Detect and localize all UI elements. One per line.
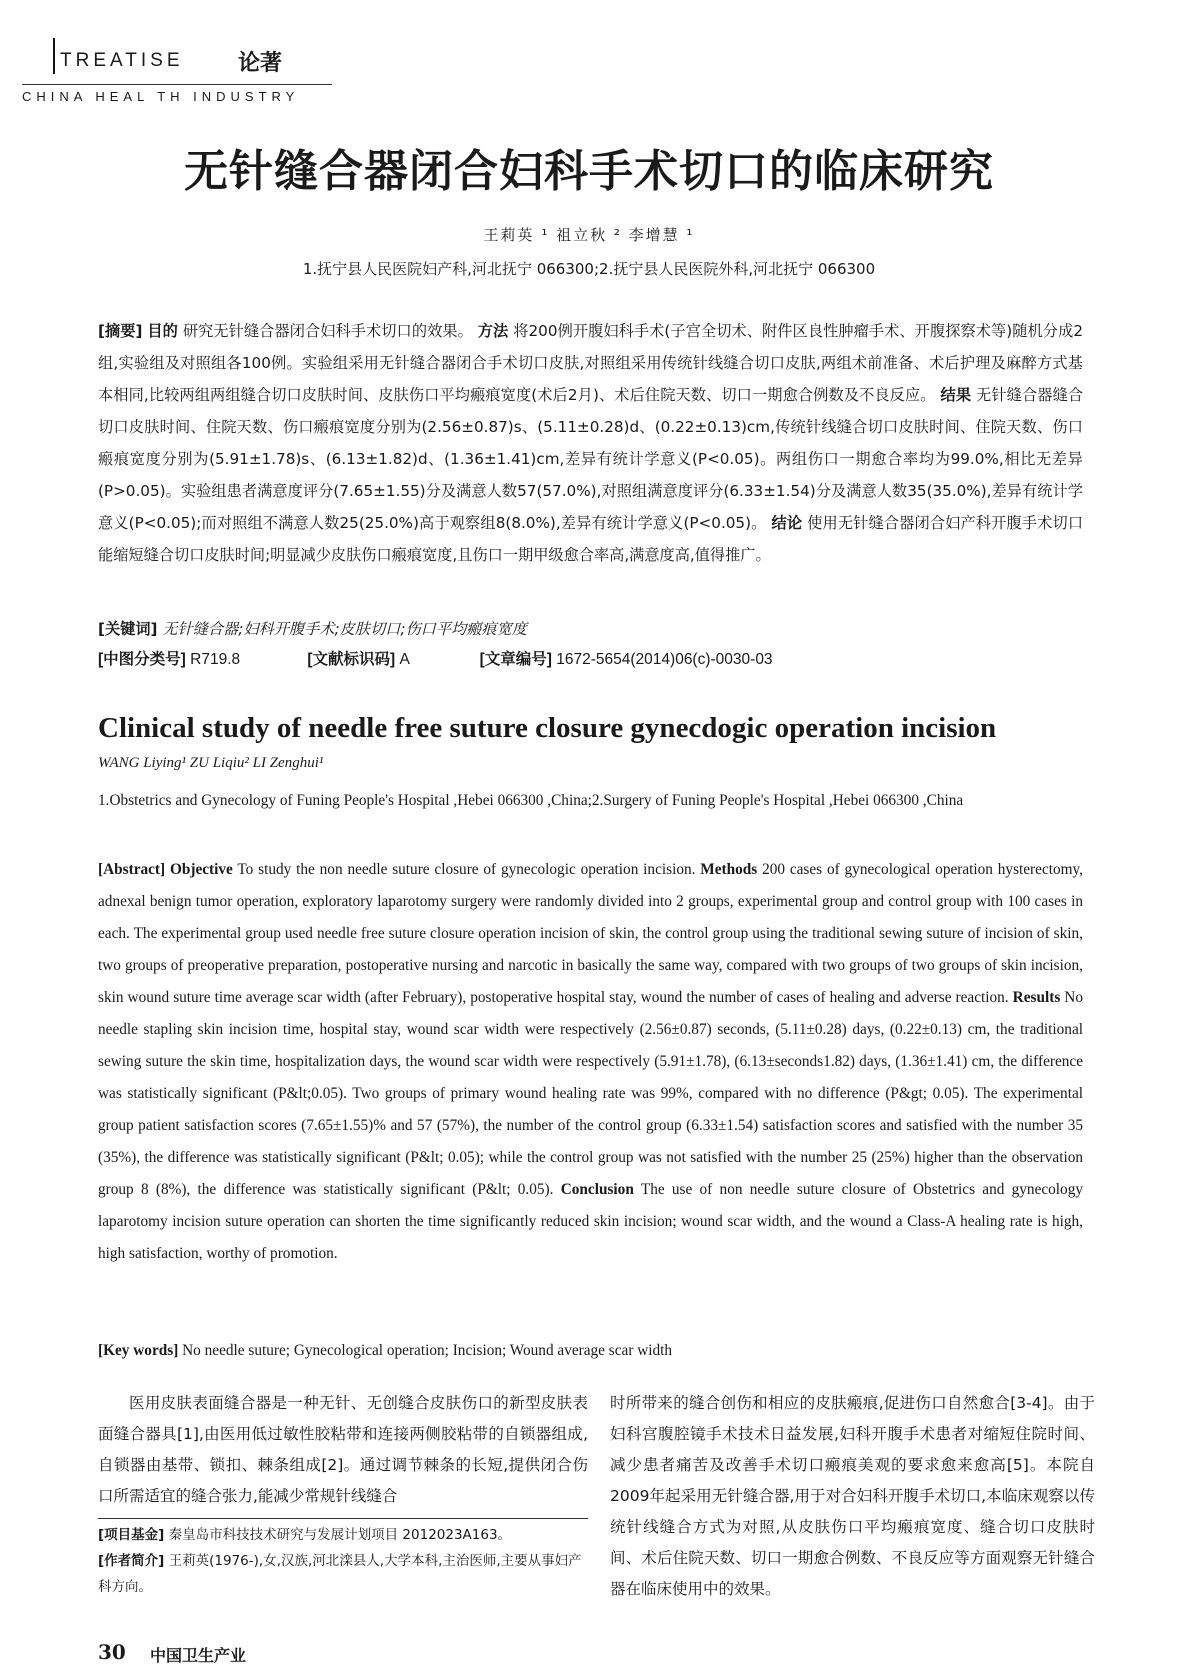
section-label: TREATISE	[60, 50, 184, 71]
article-no-value: 1672-5654(2014)06(c)-0030-03	[556, 651, 773, 668]
fund-text: 秦皇岛市科技技术研究与发展计划项目 2012023A163。	[168, 1527, 512, 1543]
objective-en: To study the non needle suture closure of gynecologic operation incision.	[237, 861, 696, 878]
classification-row	[98, 644, 1083, 676]
keywords-cn	[98, 613, 1083, 645]
authors-cn: 王莉英 ¹ 祖立秋 ² 李增慧 ¹	[483, 226, 695, 244]
journal-name-en: CHINA HEAL TH INDUSTRY	[22, 89, 300, 104]
methods-en: 200 cases of gynecological operation hysterectomy, adnexal benign tumor operation, exploratory laparotomy surgery were randomly divided into 2 groups, experimental group and control group with 100 cases in each. The experimental group used needle free suture closure operation incision of skin, the control group using the traditional sewing suture of incision of skin, two groups of preoperative preparation, postoperative nursing and narcotic in basically the same way, compared with two groups of two groups of skin incision, skin wound suture time average scar width (after February), postoperative hospital stay, wound the number of cases of healing and adverse reaction.	[98, 861, 1084, 1006]
article-no-label: [文章编号]	[479, 651, 552, 668]
affiliation-en: 1.Obstetrics and Gynecology of Funing People's Hospital ,Hebei 066300 ,China;2.Surgery of Funing People's Hospital ,Hebei 066300 ,China	[98, 792, 964, 809]
author-bio-label: [作者简介]	[98, 1553, 165, 1569]
page-number: 30	[98, 1640, 126, 1664]
section-label-cn: 论著	[238, 51, 283, 76]
clc-label: [中图分类号]	[98, 651, 186, 668]
objective-cn: 研究无针缝合器闭合妇科手术切口的效果。	[182, 322, 473, 340]
doc-code-value: A	[399, 651, 410, 668]
keywords-text-en: No needle suture; Gynecological operation; Incision; Wound average scar width	[182, 1342, 673, 1359]
conclusion-en: The use of non needle suture closure of Obstetrics and gynecology laparotomy incision suture operation can shorten the time significantly reduced skin incision; wound scar width, and the wound a Class-A healing rate is high, high satisfaction, worthy of promotion.	[98, 1181, 1084, 1262]
results-en: No needle stapling skin incision time, hospital stay, wound scar width were respectively (2.56±0.87) seconds, (5.11±0.28) days, (0.22±0.13) cm, the traditional sewing suture the skin time, hospitalization days, the wound scar width were respectively (5.91±1.78), (6.13±seconds1.82) days, (1.36±1.41) cm, the difference was statistically significant (P&lt;0.05). Two groups of primary wound healing rate was 99%, compared with no difference (P&gt; 0.05). The experimental group patient satisfaction scores (7.65±1.55)% and 57 (57%), the number of the control group (6.33±1.54) satisfaction scores and satisfied with the number 35 (35%), the difference was statistically significant (P&lt; 0.05); while the control group was not satisfied with the number 25 (25%) higher than the observation group 8 (8%), the difference was statistically significant (P&lt; 0.05).	[98, 989, 1083, 1198]
abstract-cn	[98, 315, 1083, 635]
body-column-right: 时所带来的缝合创伤和相应的皮肤瘢痕,促进伤口自然愈合[3-4]。由于妇科宫腹腔镜手术技术日益发展,妇科开腹手术患者对缩短住院时间、减少患者痛苦及改善手术切口瘢痕美观的要求愈来愈高[5]。本院自2009年起采用无针缝合器,用于对合妇科开腹手术切口,本临床观察以传统针线缝合方式为对照,从皮肤伤口平均瘢痕宽度、缝合切口皮肤时间、术后住院天数、切口一期愈合例数、不良反应等方面观察无针缝合器在临床使用中的效果。	[610, 1394, 1095, 1598]
clc-value: R719.8	[190, 651, 241, 668]
methods-label-en: Methods	[700, 861, 758, 878]
results-label-en: Results	[1012, 989, 1061, 1006]
footnotes	[98, 1522, 588, 1600]
results-cn: 无针缝合器缝合切口皮肤时间、住院天数、伤口瘢痕宽度分别为(2.56±0.87)s、(5.11±0.28)d、(0.22±0.13)cm,传统针线缝合切口皮肤时间、住院天数、伤口瘢痕宽度分别为(5.91±1.78)s、(6.13±1.82)d、(1.36±1.41)cm,差异有统计学意义(P<0.05)。两组伤口一期愈合率均为99.0%,相比无差异(P>0.05)。实验组患者满意度评分(7.65±1.55)分及满意人数57(57.0%),对照组满意度评分(6.33±1.54)分及满意人数35(35.0%),差异有统计学意义(P<0.05);而对照组不满意人数25(25.0%)高于观察组8(8.0%),差异有统计学意义(P<0.05)。	[98, 386, 1084, 532]
fund-label: [项目基金]	[98, 1527, 165, 1543]
paper-title-cn: 无针缝合器闭合妇科手术切口的临床研究	[184, 146, 994, 197]
results-label-cn: 结果	[940, 386, 972, 404]
header-divider	[22, 84, 332, 85]
methods-cn: 将200例开腹妇科手术(子宫全切术、附件区良性肿瘤手术、开腹探察术等)随机分成2组,实验组及对照组各100例。实验组采用无针缝合器闭合手术切口皮肤,对照组采用传统针线缝合切口皮肤,两组术前准备、术后护理及麻醉方式基本相同,比较两组两组缝合切口皮肤时间、皮肤伤口平均瘢痕宽度(术后2月)、术后住院天数、切口一期愈合例数及不良反应。	[98, 322, 1083, 404]
authors-en: WANG Liying¹ ZU Liqiu² LI Zenghui¹	[98, 755, 324, 771]
methods-label-cn: 方法	[477, 322, 509, 340]
affiliation-cn: 1.抚宁县人民医院妇产科,河北抚宁 066300;2.抚宁县人民医院外科,河北抚宁 066300	[302, 260, 876, 278]
paper-title-en: Clinical study of needle free suture closure gynecdogic operation incision	[98, 712, 997, 744]
header-rule	[53, 38, 55, 74]
objective-label-en: Objective	[169, 861, 233, 878]
conclusion-label-cn: 结论	[771, 514, 803, 532]
keywords-text-cn: 无针缝合器;妇科开腹手术;皮肤切口;伤口平均瘢痕宽度	[162, 620, 527, 638]
abstract-label-cn: [摘要]	[98, 322, 143, 340]
body-column-left: 医用皮肤表面缝合器是一种无针、无创缝合皮肤伤口的新型皮肤表面缝合器具[1],由医用低过敏性胶粘带和连接两侧胶粘带的自锁器组成,自锁器由基带、锁扣、棘条组成[2]。通过调节棘条的长短,提供闭合伤口所需适宜的缝合张力,能减少常规针线缝合	[98, 1394, 588, 1505]
doc-code-label: [文献标识码]	[307, 651, 396, 668]
keywords-label-cn: [关键词]	[98, 620, 158, 638]
objective-label-cn: 目的	[147, 322, 178, 340]
abstract-label-en: [Abstract]	[98, 861, 166, 878]
abstract-en	[98, 854, 1083, 1334]
author-bio-text: 王莉英(1976-),女,汉族,河北滦县人,大学本科,主治医师,主要从事妇产科方向。	[98, 1553, 582, 1595]
journal-name-footer: 中国卫生产业	[150, 1646, 247, 1665]
conclusion-cn: 使用无针缝合器闭合妇产科开腹手术切口能缩短缝合切口皮肤时间;明显减少皮肤伤口瘢痕宽度,且伤口一期甲级愈合率高,满意度高,值得推广。	[98, 514, 1084, 564]
keywords-en	[98, 1335, 1083, 1367]
footnote-divider	[98, 1518, 588, 1519]
keywords-label-en: [Key words]	[98, 1342, 179, 1359]
conclusion-label-en: Conclusion	[560, 1181, 634, 1198]
